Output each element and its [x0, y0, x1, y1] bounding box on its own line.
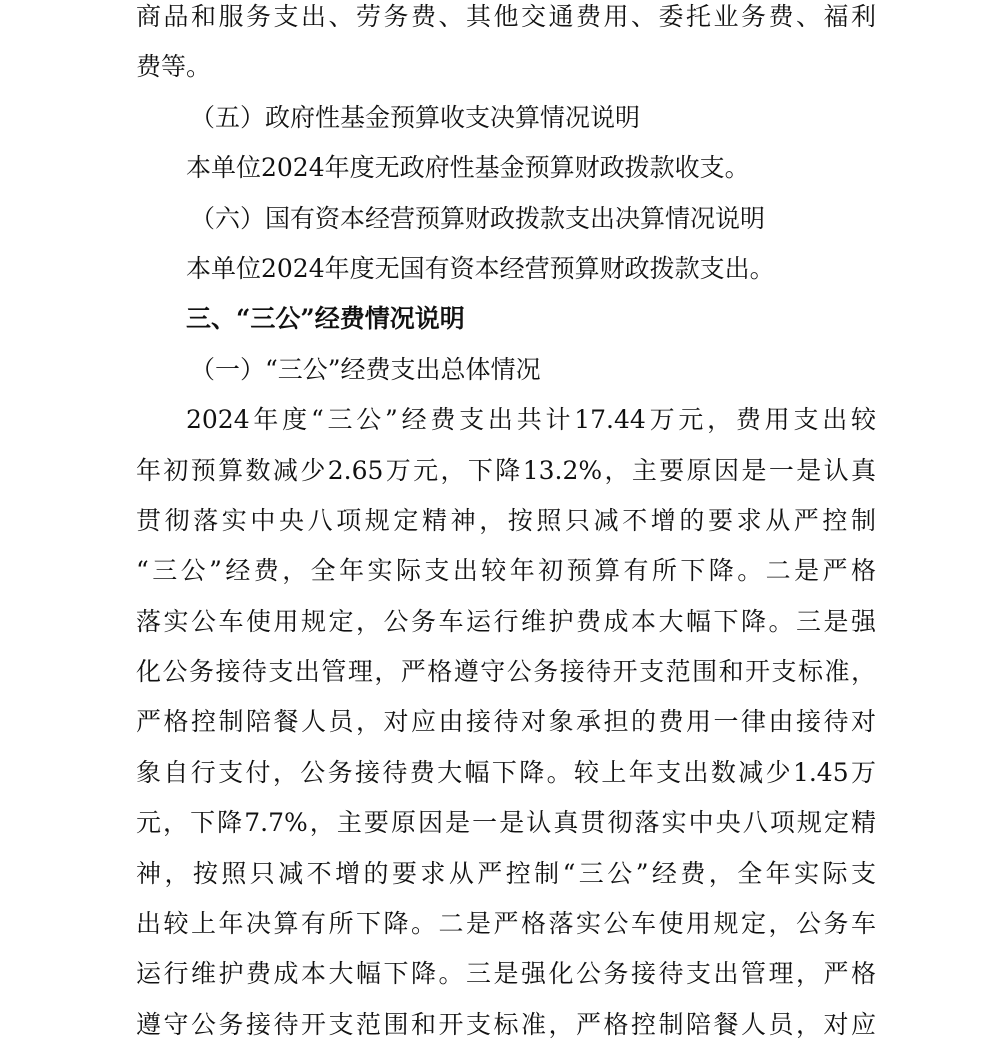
body-text-line: 出较上年决算有所下降。二是严格落实公车使用规定，公务车 [136, 909, 876, 939]
body-text-line: 年初预算数减少2.65万元，下降13.2%，主要原因是一是认真 [136, 455, 876, 485]
body-text-line: 严格控制陪餐人员，对应由接待对象承担的费用一律由接待对 [136, 707, 876, 737]
body-text-line: 落实公车使用规定，公务车运行维护费成本大幅下降。三是强 [136, 606, 876, 636]
section-heading: （五）政府性基金预算收支决算情况说明 [190, 102, 641, 132]
body-text-line: 象自行支付，公务接待费大幅下降。较上年支出数减少1.45万 [136, 757, 876, 787]
body-text-line: 商品和服务支出、劳务费、其他交通费用、委托业务费、福利 [136, 2, 876, 31]
body-text-line: 贯彻落实中央八项规定精神，按照只减不增的要求从严控制 [136, 505, 876, 535]
body-text-line: 遵守公务接待开支范围和开支标准，严格控制陪餐人员，对应 [136, 1009, 876, 1039]
section-heading: （一）“三公”经费支出总体情况 [190, 354, 541, 384]
body-text-line: “三公”经费，全年实际支出较年初预算有所下降。二是严格 [136, 556, 876, 586]
body-text-line: 运行维护费成本大幅下降。三是强化公务接待支出管理，严格 [136, 959, 876, 989]
chapter-heading: 三、“三公”经费情况说明 [186, 304, 465, 334]
body-text-line: 化公务接待支出管理，严格遵守公务接待开支范围和开支标准， [136, 657, 876, 687]
body-text-line: 费等。 [136, 52, 212, 82]
document-page [136, 0, 876, 1050]
body-text-line: 本单位2024年度无政府性基金预算财政拨款收支。 [186, 153, 750, 183]
body-text-line: 神，按照只减不增的要求从严控制“三公”经费，全年实际支 [136, 858, 876, 888]
section-heading: （六）国有资本经营预算财政拨款支出决算情况说明 [190, 203, 766, 233]
body-text-line: 2024年度“三公”经费支出共计17.44万元，费用支出较 [186, 405, 876, 435]
body-text-line: 元，下降7.7%，主要原因是一是认真贯彻落实中央八项规定精 [136, 808, 876, 838]
body-text-line: 本单位2024年度无国有资本经营预算财政拨款支出。 [186, 253, 775, 283]
